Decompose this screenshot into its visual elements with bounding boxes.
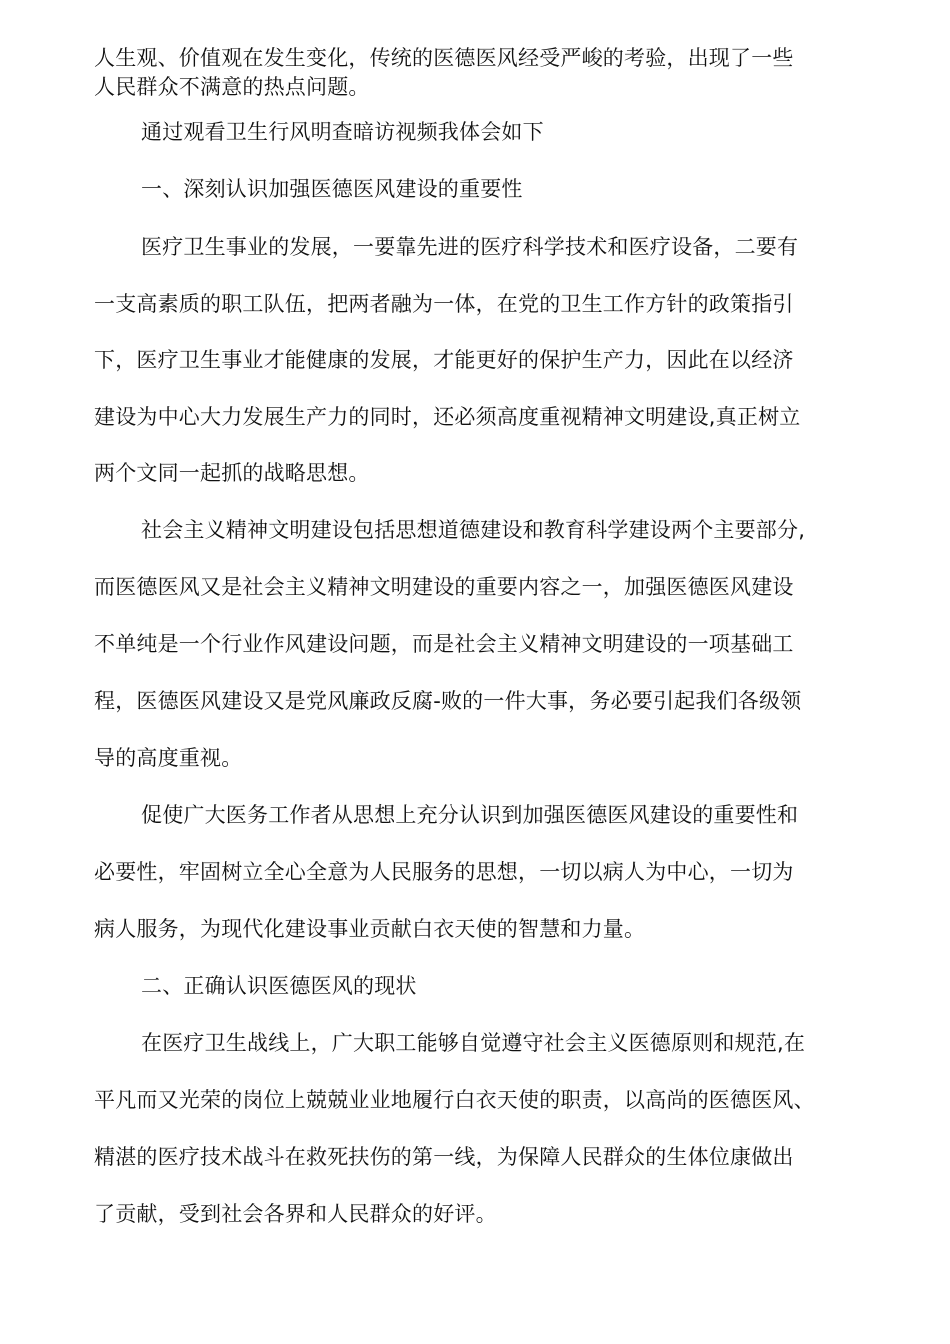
paragraph-line: 建设为中心大力发展生产力的同时，还必须高度重视精神文明建设,真正树立 bbox=[94, 405, 801, 429]
section-heading-1: 一、深刻认识加强医德医风建设的重要性 bbox=[141, 177, 523, 201]
paragraph-line: 了贡献，受到社会各界和人民群众的好评。 bbox=[94, 1202, 497, 1226]
paragraph-line: 病人服务，为现代化建设事业贡献白衣天使的智慧和力量。 bbox=[94, 917, 646, 941]
paragraph-line: 促使广大医务工作者从思想上充分认识到加强医德医风建设的重要性和 bbox=[141, 803, 799, 827]
paragraph-line: 社会主义精神文明建设包括思想道德建设和教育科学建设两个主要部分, bbox=[141, 518, 806, 542]
lead-sentence: 通过观看卫生行风明查暗访视频我体会如下 bbox=[141, 120, 544, 144]
paragraph-line: 在医疗卫生战线上，广大职工能够自觉遵守社会主义医德原则和规范,在 bbox=[141, 1031, 806, 1055]
section-heading-2: 二、正确认识医德医风的现状 bbox=[141, 974, 417, 998]
paragraph-line: 导的高度重视。 bbox=[94, 746, 243, 770]
paragraph-line: 不单纯是一个行业作风建设问题，而是社会主义精神文明建设的一项基础工 bbox=[94, 632, 794, 656]
intro-line: 人民群众不满意的热点问题。 bbox=[94, 75, 370, 99]
paragraph-line: 平凡而又光荣的岗位上兢兢业业地履行白衣天使的职责，以高尚的医德医风、 bbox=[94, 1088, 815, 1112]
paragraph-line: 而医德医风又是社会主义精神文明建设的重要内容之一，加强医德医风建设 bbox=[94, 575, 794, 599]
paragraph-line: 精湛的医疗技术战斗在救死扶伤的第一线，为保障人民群众的生体位康做出 bbox=[94, 1145, 794, 1169]
intro-line: 人生观、价值观在发生变化，传统的医德医风经受严峻的考验，出现了一些 bbox=[94, 46, 794, 70]
paragraph-line: 医疗卫生事业的发展，一要靠先进的医疗科学技术和医疗设备，二要有 bbox=[141, 235, 799, 259]
paragraph-line: 下，医疗卫生事业才能健康的发展，才能更好的保护生产力，因此在以经济 bbox=[94, 348, 794, 372]
paragraph-line: 一支高素质的职工队伍，把两者融为一体，在党的卫生工作方针的政策指引 bbox=[94, 292, 794, 316]
paragraph-line: 程，医德医风建设又是党风廉政反腐-败的一件大事，务必要引起我们各级领 bbox=[94, 689, 802, 713]
paragraph-line: 两个文同一起抓的战略思想。 bbox=[94, 461, 370, 485]
paragraph-line: 必要性，牢固树立全心全意为人民服务的思想，一切以病人为中心，一切为 bbox=[94, 860, 794, 884]
